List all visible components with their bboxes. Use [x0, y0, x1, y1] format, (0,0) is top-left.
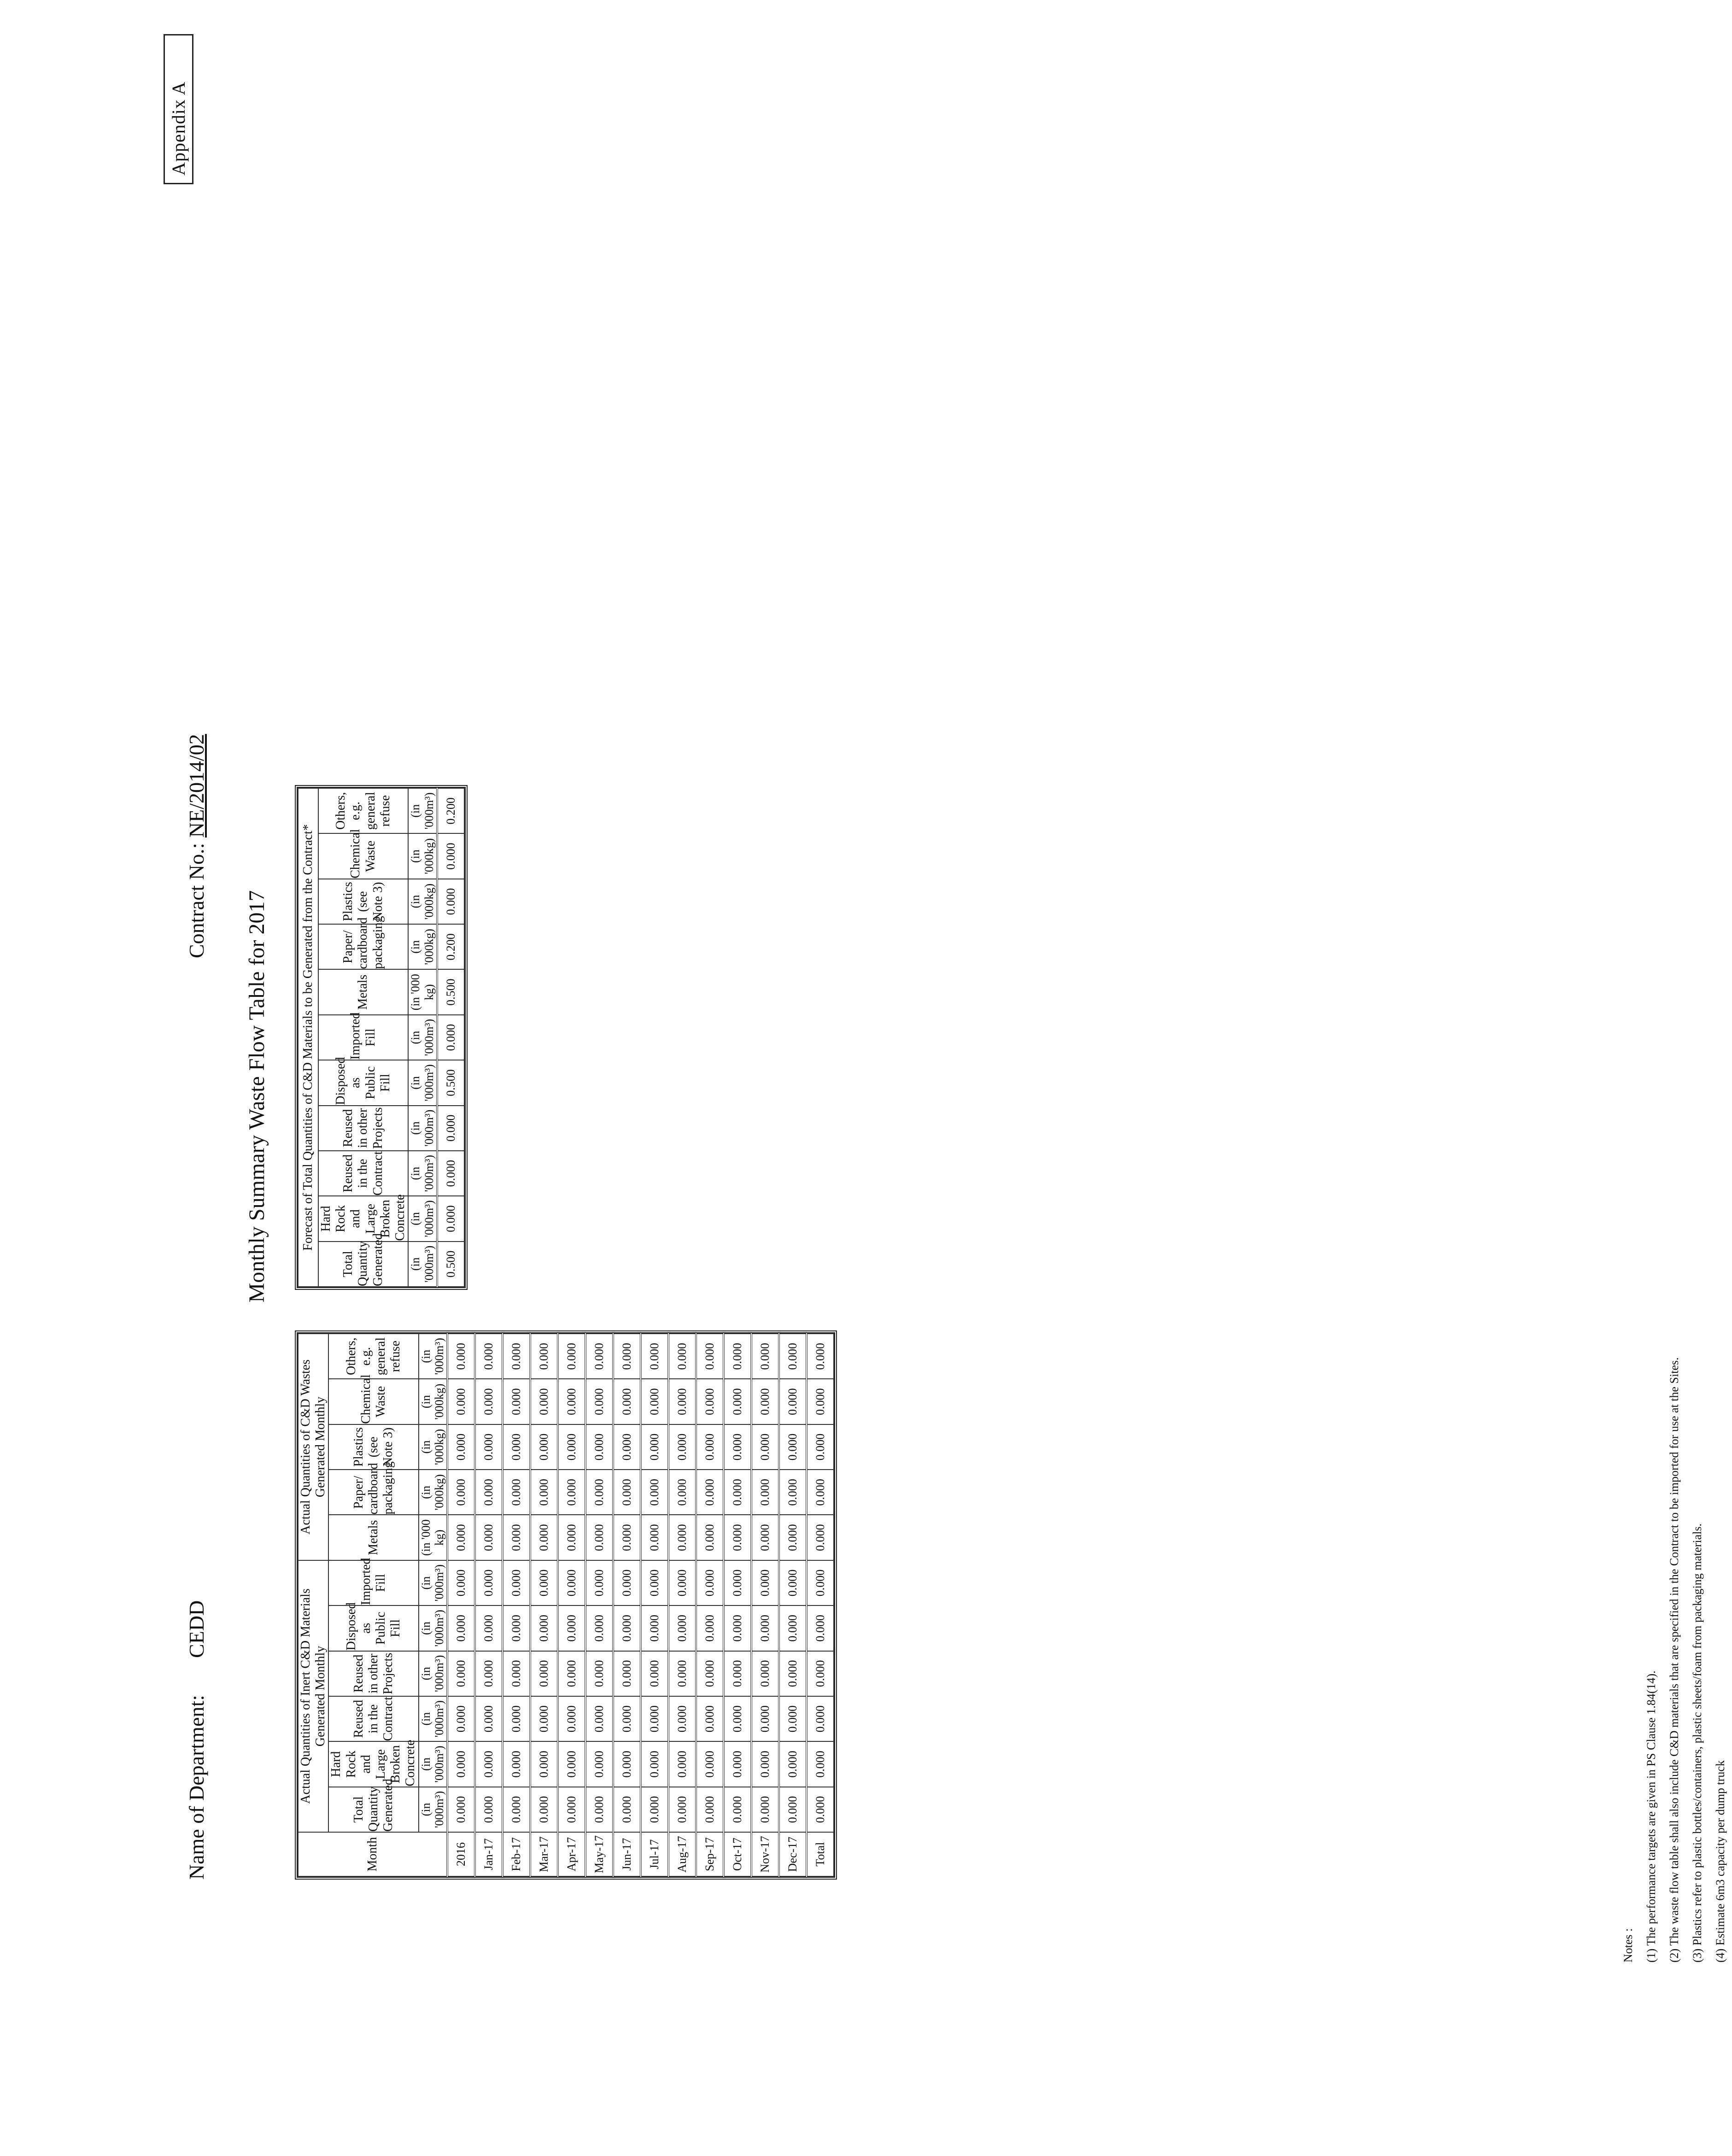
month-cell: Jan-17 [475, 1832, 503, 1876]
value-cell: 0.000 [724, 1696, 751, 1741]
column-header: Chemical Waste [328, 1379, 418, 1424]
value-cell: 0.000 [779, 1696, 807, 1741]
column-unit: (in '000m³) [419, 1334, 448, 1379]
forecast-group-header: Forecast of Total Quantities of C&D Materials to be Generated from the Contract* [298, 788, 318, 1287]
forecast-unit-headers [408, 788, 437, 1287]
value-cell: 0.000 [668, 1515, 696, 1560]
inert-group-header: Actual Quantities of Inert C&D Materials Generated Monthly [298, 1560, 328, 1832]
value-cell: 0.000 [807, 1605, 834, 1651]
column-unit: (in '000kg) [408, 833, 437, 879]
value-cell: 0.000 [558, 1605, 585, 1651]
value-cell: 0.000 [613, 1334, 641, 1379]
appendix-box: Appendix A [164, 34, 193, 184]
value-cell: 0.000 [447, 1696, 475, 1741]
value-cell: 0.000 [503, 1696, 530, 1741]
value-cell: 0.000 [641, 1334, 668, 1379]
value-cell: 0.000 [558, 1470, 585, 1515]
value-cell: 0.000 [558, 1696, 585, 1741]
table-row [807, 1334, 834, 1876]
value-cell: 0.000 [696, 1560, 724, 1605]
value-cell: 0.000 [613, 1379, 641, 1424]
value-cell: 0.000 [779, 1379, 807, 1424]
actual-quantities-table [295, 1330, 837, 1880]
department-label: Name of Department: [185, 1694, 208, 1880]
value-cell: 0.200 [437, 788, 464, 833]
value-cell: 0.000 [751, 1560, 779, 1605]
column-unit: (in '000m³) [408, 1196, 437, 1241]
value-cell: 0.000 [475, 1424, 503, 1470]
table-row [475, 1334, 503, 1876]
value-cell: 0.000 [807, 1334, 834, 1379]
value-cell: 0.000 [668, 1379, 696, 1424]
table-row [530, 1334, 558, 1876]
contract-label: Contract No.: [185, 838, 208, 958]
forecast-table-body [437, 788, 464, 1287]
column-unit: (in '000 kg) [408, 969, 437, 1014]
month-cell: Jun-17 [613, 1832, 641, 1876]
value-cell: 0.000 [696, 1424, 724, 1470]
value-cell: 0.000 [558, 1787, 585, 1832]
column-header: Imported Fill [328, 1560, 418, 1605]
value-cell: 0.000 [724, 1741, 751, 1787]
value-cell: 0.000 [530, 1334, 558, 1379]
value-cell: 0.000 [437, 1106, 464, 1151]
value-cell: 0.000 [696, 1334, 724, 1379]
value-cell: 0.000 [807, 1741, 834, 1787]
table-row [613, 1334, 641, 1876]
notes-section [1617, 1357, 1732, 1963]
value-cell: 0.000 [779, 1470, 807, 1515]
column-unit: (in '000kg) [419, 1424, 448, 1470]
value-cell: 0.000 [447, 1560, 475, 1605]
value-cell: 0.000 [447, 1741, 475, 1787]
column-header: Others, e.g. general refuse [328, 1334, 418, 1379]
value-cell: 0.000 [779, 1515, 807, 1560]
value-cell: 0.000 [696, 1470, 724, 1515]
column-header: Reused in other Projects [318, 1106, 408, 1151]
value-cell: 0.000 [447, 1424, 475, 1470]
value-cell: 0.000 [724, 1560, 751, 1605]
column-header: Others, e.g. general refuse [318, 788, 408, 833]
forecast-quantities-table [295, 785, 468, 1290]
value-cell: 0.000 [724, 1651, 751, 1696]
column-unit: (in '000kg) [408, 879, 437, 924]
month-cell: Total [807, 1832, 834, 1876]
value-cell: 0.000 [668, 1787, 696, 1832]
value-cell: 0.000 [807, 1696, 834, 1741]
value-cell: 0.000 [558, 1515, 585, 1560]
value-cell: 0.000 [613, 1741, 641, 1787]
table-row [437, 788, 464, 1287]
value-cell: 0.000 [475, 1515, 503, 1560]
value-cell: 0.000 [613, 1424, 641, 1470]
value-cell: 0.000 [503, 1424, 530, 1470]
table-row [585, 1334, 613, 1876]
column-header: Reused in the Contract [328, 1696, 418, 1741]
column-unit: (in '000m³) [408, 1060, 437, 1105]
value-cell: 0.000 [475, 1651, 503, 1696]
value-cell: 0.000 [724, 1605, 751, 1651]
value-cell: 0.000 [641, 1424, 668, 1470]
value-cell: 0.000 [530, 1787, 558, 1832]
month-cell: Aug-17 [668, 1832, 696, 1876]
value-cell: 0.000 [530, 1651, 558, 1696]
department-value: CEDD [185, 1600, 208, 1658]
value-cell: 0.000 [696, 1605, 724, 1651]
notes-heading: Notes : [1621, 1928, 1635, 1963]
value-cell: 0.000 [503, 1470, 530, 1515]
column-unit: (in '000kg) [419, 1470, 448, 1515]
value-cell: 0.000 [751, 1651, 779, 1696]
value-cell: 0.000 [807, 1787, 834, 1832]
value-cell: 0.000 [503, 1787, 530, 1832]
value-cell: 0.000 [641, 1515, 668, 1560]
value-cell: 0.000 [779, 1787, 807, 1832]
column-header: Plastics (see Note 3) [328, 1424, 418, 1470]
value-cell: 0.000 [530, 1379, 558, 1424]
value-cell: 0.000 [447, 1515, 475, 1560]
value-cell: 0.000 [751, 1605, 779, 1651]
value-cell: 0.000 [668, 1741, 696, 1787]
value-cell: 0.000 [585, 1334, 613, 1379]
column-header: Imported Fill [318, 1015, 408, 1060]
value-cell: 0.200 [437, 924, 464, 969]
month-cell: Mar-17 [530, 1832, 558, 1876]
contract-value: NE/2014/02 [185, 734, 208, 838]
value-cell: 0.000 [503, 1515, 530, 1560]
month-header: Month [298, 1832, 447, 1876]
value-cell: 0.000 [807, 1515, 834, 1560]
value-cell: 0.000 [668, 1424, 696, 1470]
value-cell: 0.000 [447, 1470, 475, 1515]
table-row [641, 1334, 668, 1876]
column-header: Chemical Waste [318, 833, 408, 879]
value-cell: 0.000 [724, 1787, 751, 1832]
column-header: Disposed as Public Fill [328, 1605, 418, 1651]
value-cell: 0.000 [724, 1470, 751, 1515]
value-cell: 0.000 [613, 1696, 641, 1741]
column-unit: (in '000m³) [408, 1015, 437, 1060]
value-cell: 0.000 [475, 1470, 503, 1515]
document-title: Monthly Summary Waste Flow Table for 2017 [245, 890, 269, 1303]
value-cell: 0.000 [668, 1605, 696, 1651]
value-cell: 0.000 [613, 1651, 641, 1696]
value-cell: 0.000 [807, 1424, 834, 1470]
value-cell: 0.000 [530, 1515, 558, 1560]
column-unit: (in '000 kg) [419, 1515, 448, 1560]
note-item: (4) Estimate 6m3 capacity per dump truck [1714, 1760, 1727, 1963]
value-cell: 0.000 [613, 1470, 641, 1515]
column-header: Disposed as Public Fill [318, 1060, 408, 1105]
department-line [184, 1600, 209, 1880]
month-cell: Apr-17 [558, 1832, 585, 1876]
value-cell: 0.000 [724, 1334, 751, 1379]
value-cell: 0.000 [807, 1560, 834, 1605]
value-cell: 0.000 [696, 1515, 724, 1560]
value-cell: 0.000 [558, 1379, 585, 1424]
value-cell: 0.000 [807, 1470, 834, 1515]
value-cell: 0.000 [613, 1787, 641, 1832]
column-header: Hard Rock and Large Broken Concrete [318, 1196, 408, 1241]
value-cell: 0.000 [447, 1334, 475, 1379]
value-cell: 0.000 [668, 1696, 696, 1741]
value-cell: 0.500 [437, 1242, 464, 1287]
value-cell: 0.000 [447, 1605, 475, 1651]
value-cell: 0.000 [751, 1470, 779, 1515]
value-cell: 0.000 [807, 1379, 834, 1424]
value-cell: 0.000 [668, 1560, 696, 1605]
value-cell: 0.000 [585, 1651, 613, 1696]
column-header: Paper/ cardboard packaging [318, 924, 408, 969]
column-unit: (in '000m³) [419, 1696, 448, 1741]
contract-line [184, 734, 209, 958]
column-unit: (in '000kg) [419, 1379, 448, 1424]
column-header: Total Quantity Generated [318, 1242, 408, 1287]
column-unit: (in '000m³) [419, 1787, 448, 1832]
actual-table-body [447, 1334, 834, 1876]
value-cell: 0.000 [641, 1605, 668, 1651]
value-cell: 0.000 [807, 1651, 834, 1696]
value-cell: 0.000 [437, 1015, 464, 1060]
column-header: Metals [328, 1515, 418, 1560]
value-cell: 0.000 [724, 1424, 751, 1470]
value-cell: 0.000 [751, 1424, 779, 1470]
value-cell: 0.000 [668, 1470, 696, 1515]
value-cell: 0.000 [641, 1560, 668, 1605]
value-cell: 0.000 [751, 1379, 779, 1424]
value-cell: 0.000 [530, 1470, 558, 1515]
column-header: Plastics (see Note 3) [318, 879, 408, 924]
value-cell: 0.000 [751, 1696, 779, 1741]
value-cell: 0.000 [779, 1560, 807, 1605]
value-cell: 0.000 [558, 1741, 585, 1787]
value-cell: 0.000 [696, 1651, 724, 1696]
column-unit: (in '000m³) [419, 1605, 448, 1651]
value-cell: 0.000 [779, 1605, 807, 1651]
month-cell: Feb-17 [503, 1832, 530, 1876]
value-cell: 0.000 [751, 1334, 779, 1379]
table-row [779, 1334, 807, 1876]
value-cell: 0.000 [613, 1515, 641, 1560]
value-cell: 0.000 [503, 1560, 530, 1605]
column-unit: (in '000m³) [408, 1242, 437, 1287]
value-cell: 0.000 [585, 1424, 613, 1470]
value-cell: 0.000 [585, 1560, 613, 1605]
value-cell: 0.000 [475, 1741, 503, 1787]
value-cell: 0.000 [475, 1696, 503, 1741]
value-cell: 0.000 [696, 1787, 724, 1832]
month-cell: 2016 [447, 1832, 475, 1876]
value-cell: 0.000 [447, 1787, 475, 1832]
value-cell: 0.000 [530, 1424, 558, 1470]
value-cell: 0.000 [724, 1515, 751, 1560]
table-row [696, 1334, 724, 1876]
value-cell: 0.000 [641, 1651, 668, 1696]
column-unit: (in '000m³) [408, 788, 437, 833]
month-cell: May-17 [585, 1832, 613, 1876]
value-cell: 0.000 [696, 1696, 724, 1741]
table-row [724, 1334, 751, 1876]
value-cell: 0.500 [437, 969, 464, 1014]
value-cell: 0.000 [447, 1651, 475, 1696]
month-cell: Sep-17 [696, 1832, 724, 1876]
value-cell: 0.000 [503, 1741, 530, 1787]
value-cell: 0.000 [475, 1334, 503, 1379]
value-cell: 0.000 [585, 1470, 613, 1515]
table-row [751, 1334, 779, 1876]
value-cell: 0.000 [696, 1741, 724, 1787]
column-unit: (in '000m³) [419, 1651, 448, 1696]
value-cell: 0.000 [503, 1334, 530, 1379]
value-cell: 0.000 [437, 833, 464, 879]
month-cell: Nov-17 [751, 1832, 779, 1876]
value-cell: 0.000 [558, 1424, 585, 1470]
value-cell: 0.000 [641, 1741, 668, 1787]
value-cell: 0.000 [585, 1787, 613, 1832]
value-cell: 0.000 [437, 1151, 464, 1196]
table-row [558, 1334, 585, 1876]
value-cell: 0.000 [779, 1651, 807, 1696]
month-cell: Jul-17 [641, 1832, 668, 1876]
wastes-group-header: Actual Quantities of C&D Wastes Generated Monthly [298, 1334, 328, 1560]
column-header: Total Quantity Generated [328, 1787, 418, 1832]
value-cell: 0.000 [530, 1560, 558, 1605]
value-cell: 0.000 [503, 1651, 530, 1696]
table-row [503, 1334, 530, 1876]
value-cell: 0.000 [751, 1787, 779, 1832]
month-cell: Dec-17 [779, 1832, 807, 1876]
actual-column-headers [328, 1334, 418, 1876]
month-cell: Oct-17 [724, 1832, 751, 1876]
value-cell: 0.000 [530, 1741, 558, 1787]
value-cell: 0.000 [585, 1741, 613, 1787]
column-header: Reused in other Projects [328, 1651, 418, 1696]
value-cell: 0.000 [475, 1379, 503, 1424]
value-cell: 0.000 [475, 1605, 503, 1651]
column-unit: (in '000m³) [408, 1106, 437, 1151]
value-cell: 0.000 [475, 1560, 503, 1605]
column-header: Metals [318, 969, 408, 1014]
value-cell: 0.000 [558, 1651, 585, 1696]
note-item: (2) The waste flow table shall also include C&D materials that are specified in the Contract to be imported for use at the Sites. [1668, 1357, 1681, 1963]
column-header: Paper/ cardboard packaging [328, 1470, 418, 1515]
value-cell: 0.500 [437, 1060, 464, 1105]
value-cell: 0.000 [779, 1424, 807, 1470]
column-header: Reused in the Contract [318, 1151, 408, 1196]
note-item: (1) The performance targets are given in PS Clause 1.84(14). [1644, 1670, 1658, 1963]
column-header: Hard Rock and Large Broken Concrete [328, 1741, 418, 1787]
value-cell: 0.000 [724, 1379, 751, 1424]
table-row [447, 1334, 475, 1876]
value-cell: 0.000 [696, 1379, 724, 1424]
value-cell: 0.000 [585, 1379, 613, 1424]
value-cell: 0.000 [503, 1605, 530, 1651]
value-cell: 0.000 [641, 1787, 668, 1832]
value-cell: 0.000 [668, 1651, 696, 1696]
value-cell: 0.000 [613, 1560, 641, 1605]
value-cell: 0.000 [585, 1696, 613, 1741]
value-cell: 0.000 [641, 1696, 668, 1741]
value-cell: 0.000 [751, 1741, 779, 1787]
value-cell: 0.000 [779, 1741, 807, 1787]
value-cell: 0.000 [751, 1515, 779, 1560]
value-cell: 0.000 [530, 1605, 558, 1651]
table-row [668, 1334, 696, 1876]
value-cell: 0.000 [585, 1515, 613, 1560]
value-cell: 0.000 [613, 1605, 641, 1651]
column-unit: (in '000m³) [419, 1560, 448, 1605]
value-cell: 0.000 [475, 1787, 503, 1832]
value-cell: 0.000 [437, 879, 464, 924]
column-unit: (in '000m³) [408, 1151, 437, 1196]
value-cell: 0.000 [503, 1379, 530, 1424]
value-cell: 0.000 [447, 1379, 475, 1424]
value-cell: 0.000 [668, 1334, 696, 1379]
value-cell: 0.000 [779, 1334, 807, 1379]
value-cell: 0.000 [641, 1379, 668, 1424]
actual-unit-headers [419, 1334, 448, 1876]
value-cell: 0.000 [641, 1470, 668, 1515]
forecast-column-headers [318, 788, 408, 1287]
note-item: (3) Plastics refer to plastic bottles/containers, plastic sheets/foam from packaging materials. [1691, 1523, 1704, 1963]
value-cell: 0.000 [530, 1696, 558, 1741]
value-cell: 0.000 [437, 1196, 464, 1241]
column-unit: (in '000kg) [408, 924, 437, 969]
value-cell: 0.000 [585, 1605, 613, 1651]
column-unit: (in '000m³) [419, 1741, 448, 1787]
value-cell: 0.000 [558, 1334, 585, 1379]
value-cell: 0.000 [558, 1560, 585, 1605]
